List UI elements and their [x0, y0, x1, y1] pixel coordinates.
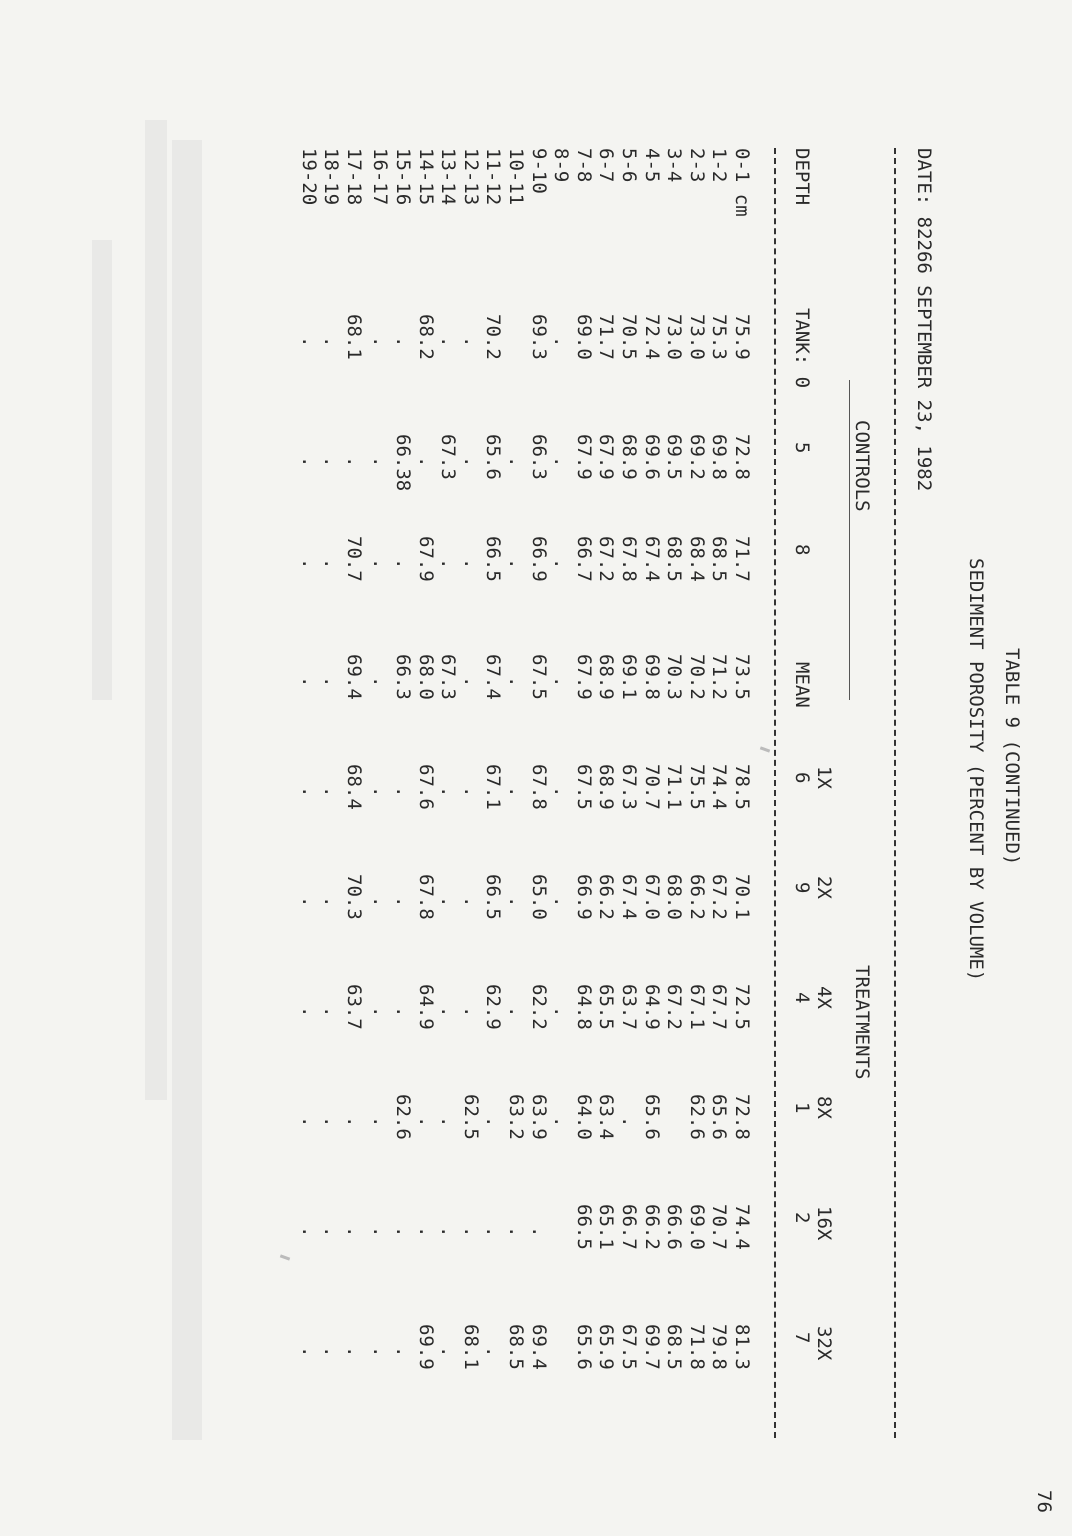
porosity-cell: . — [369, 786, 392, 798]
porosity-cell: 73.0 — [685, 314, 708, 360]
depth-cell: 13-14 — [437, 148, 460, 206]
porosity-cell: 63.2 — [505, 1094, 527, 1140]
porosity-cell: 66.3 — [392, 654, 414, 700]
porosity-cell: 66.2 — [640, 1204, 663, 1250]
porosity-cell: 69.2 — [685, 434, 708, 480]
porosity-cell: . — [320, 336, 343, 348]
porosity-cell: . — [618, 1116, 640, 1128]
page-number: 76 — [1033, 1490, 1055, 1513]
porosity-cell: . — [297, 558, 320, 570]
porosity-cell: . — [550, 336, 573, 348]
depth-cell: 7-8 — [572, 148, 595, 183]
porosity-cell: 66.9 — [572, 874, 595, 920]
porosity-cell: . — [297, 676, 320, 688]
porosity-cell: . — [550, 456, 573, 468]
porosity-cell: . — [369, 558, 392, 570]
porosity-cell: . — [459, 456, 482, 468]
porosity-cell: 65.6 — [482, 434, 505, 480]
porosity-cell: . — [550, 786, 573, 798]
porosity-cell: 63.4 — [595, 1094, 618, 1140]
column-header-treatment: 8X — [813, 1096, 835, 1119]
porosity-cell: 66.6 — [663, 1204, 686, 1250]
porosity-cell: . — [505, 1226, 527, 1238]
porosity-cell: . — [297, 896, 320, 908]
porosity-cell: 71.2 — [708, 654, 731, 700]
porosity-cell: 68.0 — [663, 874, 686, 920]
stray-mark — [760, 746, 770, 752]
porosity-cell: 67.9 — [595, 434, 618, 480]
porosity-cell: 67.8 — [414, 874, 437, 920]
porosity-cell: . — [342, 1116, 365, 1128]
column-header-tank: 4 — [791, 992, 813, 1004]
porosity-cell: . — [320, 1226, 343, 1238]
porosity-cell: . — [482, 1226, 505, 1238]
porosity-cell: 70.7 — [342, 536, 365, 582]
porosity-cell: 69.4 — [527, 1324, 550, 1370]
porosity-cell: 64.0 — [572, 1094, 595, 1140]
porosity-cell: . — [505, 896, 527, 908]
porosity-cell: . — [437, 1346, 460, 1358]
column-header-treatment: 32X — [813, 1326, 835, 1361]
porosity-cell: 67.8 — [618, 536, 640, 582]
porosity-cell: . — [320, 1006, 343, 1018]
porosity-cell: 63.7 — [618, 984, 640, 1030]
porosity-cell: . — [369, 676, 392, 688]
porosity-cell: 69.8 — [640, 654, 663, 700]
porosity-cell: 72.5 — [731, 984, 753, 1030]
porosity-cell: 78.5 — [731, 764, 753, 810]
porosity-cell: . — [414, 456, 437, 468]
porosity-cell: 66.7 — [618, 1204, 640, 1250]
porosity-cell: 66.5 — [572, 1204, 595, 1250]
porosity-cell: . — [505, 456, 527, 468]
porosity-cell: 65.0 — [527, 874, 550, 920]
depth-cell: 9-10 — [527, 148, 550, 194]
porosity-cell: 73.0 — [663, 314, 686, 360]
porosity-cell: 69.3 — [527, 314, 550, 360]
porosity-cell: . — [414, 1116, 437, 1128]
porosity-cell: . — [459, 896, 482, 908]
porosity-cell: 67.4 — [640, 536, 663, 582]
porosity-cell: . — [392, 1346, 414, 1358]
porosity-cell: 70.2 — [685, 654, 708, 700]
porosity-cell: . — [505, 558, 527, 570]
porosity-cell: 69.8 — [708, 434, 731, 480]
porosity-cell: 63.9 — [527, 1094, 550, 1140]
column-header-treatment: 16X — [813, 1206, 835, 1241]
porosity-cell: 71.7 — [595, 314, 618, 360]
depth-cell: 18-19 — [320, 148, 343, 206]
depth-cell: 12-13 — [459, 148, 482, 206]
porosity-cell: 72.4 — [640, 314, 663, 360]
porosity-cell: . — [369, 1346, 392, 1358]
bleed-through-shadow — [172, 140, 202, 1440]
porosity-cell: 68.4 — [342, 764, 365, 810]
porosity-cell: 71.7 — [731, 536, 753, 582]
table-title: TABLE 9 (CONTINUED) — [1001, 648, 1023, 866]
porosity-cell: . — [369, 336, 392, 348]
porosity-cell: 68.0 — [414, 654, 437, 700]
depth-cell: 19-20 — [297, 148, 320, 206]
porosity-cell: 71.1 — [663, 764, 686, 810]
porosity-cell: . — [459, 1226, 482, 1238]
porosity-cell: 70.7 — [708, 1204, 731, 1250]
porosity-cell: . — [437, 896, 460, 908]
porosity-cell: 68.5 — [505, 1324, 527, 1370]
depth-cell: 3-4 — [663, 148, 686, 183]
porosity-cell: 67.5 — [572, 764, 595, 810]
porosity-cell: 65.1 — [595, 1204, 618, 1250]
porosity-cell: 70.1 — [731, 874, 753, 920]
porosity-cell: 67.9 — [414, 536, 437, 582]
porosity-cell: 69.9 — [414, 1324, 437, 1370]
porosity-cell: 65.6 — [708, 1094, 731, 1140]
porosity-cell: 67.1 — [685, 984, 708, 1030]
date-line: DATE: 82266 SEPTEMBER 23, 1982 — [913, 148, 935, 492]
porosity-cell: . — [437, 1116, 460, 1128]
porosity-cell: 67.9 — [572, 434, 595, 480]
porosity-cell: 68.5 — [708, 536, 731, 582]
porosity-cell: 68.2 — [414, 314, 437, 360]
porosity-cell: . — [392, 1006, 414, 1018]
porosity-cell: 68.9 — [595, 764, 618, 810]
porosity-cell: 70.3 — [342, 874, 365, 920]
column-header-tank: 1 — [791, 1102, 813, 1114]
depth-cell: 8-9 — [550, 148, 573, 183]
porosity-cell: . — [320, 676, 343, 688]
porosity-cell: 81.3 — [731, 1324, 753, 1370]
porosity-cell: . — [550, 1116, 573, 1128]
porosity-cell: 69.5 — [663, 434, 686, 480]
porosity-cell: 68.9 — [618, 434, 640, 480]
porosity-cell: . — [437, 336, 460, 348]
depth-cell: 0-1 cm — [731, 148, 753, 217]
column-header-treatment: 2X — [813, 876, 835, 899]
porosity-cell: . — [459, 1006, 482, 1018]
porosity-cell: . — [392, 786, 414, 798]
porosity-cell: 62.6 — [685, 1094, 708, 1140]
porosity-cell: . — [369, 1226, 392, 1238]
porosity-cell: . — [459, 786, 482, 798]
controls-group-label: CONTROLS — [851, 420, 873, 512]
depth-cell: 5-6 — [618, 148, 640, 183]
stray-mark — [280, 1254, 290, 1260]
porosity-cell: 66.9 — [527, 536, 550, 582]
porosity-cell: 62.2 — [527, 984, 550, 1030]
porosity-cell: 66.3 — [527, 434, 550, 480]
porosity-cell: . — [342, 456, 365, 468]
porosity-cell: 68.9 — [595, 654, 618, 700]
porosity-cell: 62.6 — [392, 1094, 414, 1140]
porosity-cell: 66.2 — [595, 874, 618, 920]
porosity-cell: . — [505, 676, 527, 688]
porosity-cell: 72.8 — [731, 1094, 753, 1140]
porosity-cell: 69.4 — [342, 654, 365, 700]
treatments-group-label: TREATMENTS — [851, 965, 873, 1080]
porosity-cell: 75.3 — [708, 314, 731, 360]
porosity-cell: 67.2 — [663, 984, 686, 1030]
porosity-cell: . — [437, 1006, 460, 1018]
porosity-cell: 67.8 — [527, 764, 550, 810]
top-rule — [894, 148, 896, 1438]
porosity-cell: 74.4 — [731, 1204, 753, 1250]
column-header-tank: MEAN — [791, 662, 813, 708]
porosity-cell: 65.5 — [595, 984, 618, 1030]
porosity-cell: . — [392, 558, 414, 570]
porosity-cell: 62.9 — [482, 984, 505, 1030]
porosity-cell: 68.1 — [342, 314, 365, 360]
porosity-cell: 79.8 — [708, 1324, 731, 1370]
porosity-cell: . — [392, 336, 414, 348]
porosity-cell: 69.0 — [572, 314, 595, 360]
porosity-cell: . — [320, 786, 343, 798]
porosity-cell: . — [342, 1226, 365, 1238]
porosity-cell: . — [297, 1346, 320, 1358]
porosity-cell: . — [437, 786, 460, 798]
depth-cell: 17-18 — [342, 148, 365, 206]
porosity-cell: . — [550, 676, 573, 688]
porosity-cell: 67.5 — [527, 654, 550, 700]
porosity-cell: 68.5 — [663, 536, 686, 582]
porosity-cell: 67.4 — [618, 874, 640, 920]
porosity-cell: . — [550, 1006, 573, 1018]
porosity-cell: . — [482, 1116, 505, 1128]
porosity-cell: 67.3 — [437, 434, 460, 480]
porosity-cell: 64.9 — [640, 984, 663, 1030]
column-header-tank: 9 — [791, 882, 813, 894]
porosity-cell: . — [550, 896, 573, 908]
porosity-cell: . — [369, 1006, 392, 1018]
porosity-cell: 65.9 — [595, 1324, 618, 1370]
porosity-cell: . — [297, 1226, 320, 1238]
bleed-through-shadow — [92, 240, 112, 700]
column-header-tank: TANK: 0 — [791, 308, 813, 389]
porosity-cell: 71.8 — [685, 1324, 708, 1370]
porosity-cell: 66.5 — [482, 874, 505, 920]
porosity-cell: 67.7 — [708, 984, 731, 1030]
porosity-cell: 68.4 — [685, 536, 708, 582]
porosity-cell: 63.7 — [342, 984, 365, 1030]
porosity-cell: . — [414, 1226, 437, 1238]
porosity-cell: 65.6 — [572, 1324, 595, 1370]
porosity-cell: . — [369, 456, 392, 468]
porosity-cell: 68.1 — [459, 1324, 482, 1370]
column-header-tank: DEPTH — [791, 148, 813, 206]
porosity-cell: 69.0 — [685, 1204, 708, 1250]
porosity-cell: . — [437, 558, 460, 570]
column-header-tank: 6 — [791, 772, 813, 784]
porosity-cell: 72.8 — [731, 434, 753, 480]
column-header-tank: 2 — [791, 1212, 813, 1224]
porosity-cell: . — [392, 1226, 414, 1238]
porosity-cell: 75.9 — [731, 314, 753, 360]
porosity-cell: 67.1 — [482, 764, 505, 810]
porosity-cell: . — [459, 676, 482, 688]
column-header-treatment: 1X — [813, 766, 835, 789]
porosity-cell: . — [437, 1226, 460, 1238]
porosity-cell: 70.5 — [618, 314, 640, 360]
column-header-tank: 7 — [791, 1332, 813, 1344]
depth-cell: 14-15 — [414, 148, 437, 206]
table-subtitle: SEDIMENT POROSITY (PERCENT BY VOLUME) — [965, 558, 987, 982]
porosity-cell: 69.6 — [640, 434, 663, 480]
porosity-cell: 64.8 — [572, 984, 595, 1030]
porosity-cell: . — [297, 1006, 320, 1018]
porosity-cell: . — [505, 786, 527, 798]
group-underline — [849, 380, 850, 700]
porosity-cell: 65.6 — [640, 1094, 663, 1140]
depth-cell: 1-2 — [708, 148, 731, 183]
porosity-cell: 70.3 — [663, 654, 686, 700]
porosity-cell: 66.2 — [685, 874, 708, 920]
depth-cell: 11-12 — [482, 148, 505, 206]
header-rule — [774, 148, 776, 1438]
porosity-cell: 70.2 — [482, 314, 505, 360]
porosity-cell: . — [320, 896, 343, 908]
depth-cell: 16-17 — [369, 148, 392, 206]
porosity-cell: . — [297, 786, 320, 798]
depth-cell: 6-7 — [595, 148, 618, 183]
porosity-cell: . — [297, 1116, 320, 1128]
depth-cell: 4-5 — [640, 148, 663, 183]
porosity-cell: . — [459, 558, 482, 570]
porosity-cell: 70.7 — [640, 764, 663, 810]
porosity-cell: 62.5 — [459, 1094, 482, 1140]
porosity-cell: . — [320, 1116, 343, 1128]
depth-cell: 10-11 — [505, 148, 527, 206]
porosity-cell: . — [482, 1346, 505, 1358]
porosity-cell: 67.3 — [437, 654, 460, 700]
column-header-tank: 8 — [791, 544, 813, 556]
porosity-cell: . — [297, 456, 320, 468]
porosity-cell: 68.5 — [663, 1324, 686, 1370]
porosity-cell: 67.2 — [595, 536, 618, 582]
porosity-cell: 69.7 — [640, 1324, 663, 1370]
porosity-cell: . — [392, 896, 414, 908]
column-header-tank: 5 — [791, 442, 813, 454]
porosity-cell: 67.0 — [640, 874, 663, 920]
porosity-cell: . — [459, 336, 482, 348]
porosity-cell: . — [527, 1226, 550, 1238]
porosity-cell: . — [320, 1346, 343, 1358]
porosity-cell: 69.1 — [618, 654, 640, 700]
porosity-cell: 73.5 — [731, 654, 753, 700]
porosity-cell: 66.38 — [392, 434, 414, 492]
porosity-cell: 66.5 — [482, 536, 505, 582]
porosity-cell: . — [550, 558, 573, 570]
depth-cell: 2-3 — [685, 148, 708, 183]
porosity-cell: 67.4 — [482, 654, 505, 700]
porosity-cell: 67.9 — [572, 654, 595, 700]
bleed-through-shadow — [145, 120, 167, 1100]
porosity-cell: 67.2 — [708, 874, 731, 920]
porosity-cell: . — [369, 896, 392, 908]
porosity-cell: . — [342, 1346, 365, 1358]
porosity-cell: 67.5 — [618, 1324, 640, 1370]
porosity-cell: . — [297, 336, 320, 348]
porosity-cell: . — [369, 1116, 392, 1128]
column-header-treatment: 4X — [813, 986, 835, 1009]
porosity-cell: 74.4 — [708, 764, 731, 810]
porosity-cell: . — [320, 456, 343, 468]
depth-cell: 15-16 — [392, 148, 414, 206]
porosity-cell: 64.9 — [414, 984, 437, 1030]
porosity-cell: . — [505, 1006, 527, 1018]
porosity-cell: 75.5 — [685, 764, 708, 810]
porosity-cell: . — [320, 558, 343, 570]
porosity-cell: 67.6 — [414, 764, 437, 810]
porosity-cell: 67.3 — [618, 764, 640, 810]
porosity-cell: 66.7 — [572, 536, 595, 582]
